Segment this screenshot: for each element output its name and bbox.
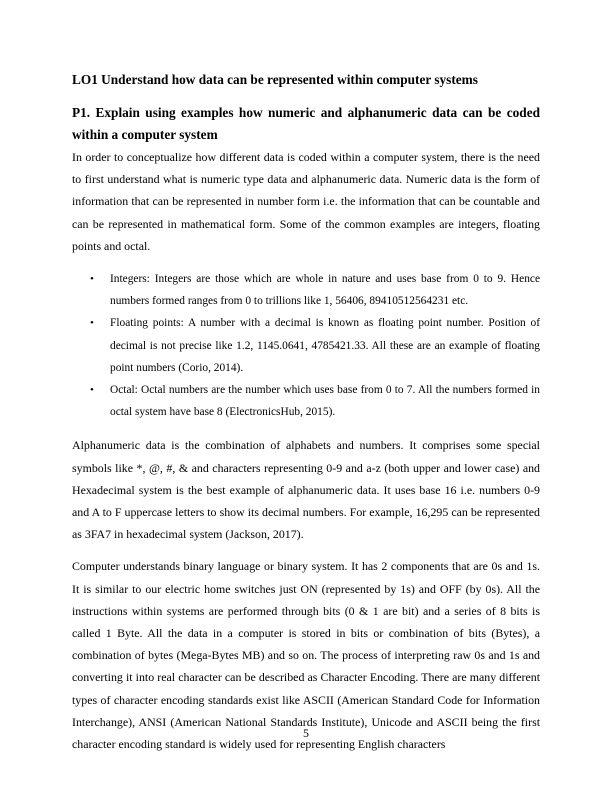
list-item-text: Octal: Octal numbers are the number which uses base from 0 to 7. All the numbers formed in octal system have base 8 (ElectronicsHub, 2015). [110,384,540,419]
alphanumeric-paragraph: Alphanumeric data is the combination of alphabets and numbers. It comprises some special symbols like *, @, #, & and characters representing 0-9 and a-z (both upper and lower case) and Hexadecimal system is the best example of alphanumeric data. It uses base 16 i.e. numbers 0-9 and A to F uppercase letters to show its decimal numbers. For example, 16,295 can be represented as 3FA7 in hexadecimal system (Jackson, 2017). [72,438,540,542]
list-item [72,268,540,312]
numeric-types-list [72,268,540,423]
bullet-icon: • [90,384,94,397]
list-item [72,379,540,423]
list-item-text: Integers: Integers are those which are whole in nature and uses base from 0 to 9. Hence numbers formed ranges from 0 to trillions like 1, 56406, 89410512564231 etc. [110,273,540,308]
subsection-heading: P1. Explain using examples how numeric and alphanumeric data can be coded within a computer system [72,105,540,142]
section-heading: LO1 Understand how data can be represented within computer systems [72,72,478,87]
bullet-icon: • [90,273,94,286]
list-item-text: Floating points: A number with a decimal is known as floating point number. Position of decimal is not precise like 1.2, 1145.0641, 4785421.33. All these are an example of floating point numbers (Corio, 2014). [110,317,540,374]
page-content [72,66,540,755]
bullet-icon: • [90,317,94,330]
binary-paragraph: Computer understands binary language or binary system. It has 2 components that are 0s and 1s. It is similar to our electric home switches just ON (represented by 1s) and OFF (by 0s). All the instructions within systems are performed through bits (0 & 1 are bit) and a series of 8 bits is called 1 Byte. All the data in a computer is stored in bits or combination of bits (Bytes), a combination of bytes (Mega-Bytes MB) and so on. The process of interpreting raw 0s and 1s and converting it into real character can be described as Character Encoding. There are many different types of character encoding standards exist like ASCII (American Standard Code for Information Interchange), ANSI (American National Standards Institute), Unicode and ASCII being the first character encoding standard is widely used for representing English characters [72,559,540,752]
list-item [72,312,540,379]
intro-paragraph: In order to conceptualize how different data is coded within a computer system, there is the need to first understand what is numeric type data and alphanumeric data. Numeric data is the form of information that can be represented in number form i.e. the information that can be countable and can be represented in mathematical form. Some of the common examples are integers, floating points and octal. [72,150,540,253]
page-number: 5 [303,726,309,740]
